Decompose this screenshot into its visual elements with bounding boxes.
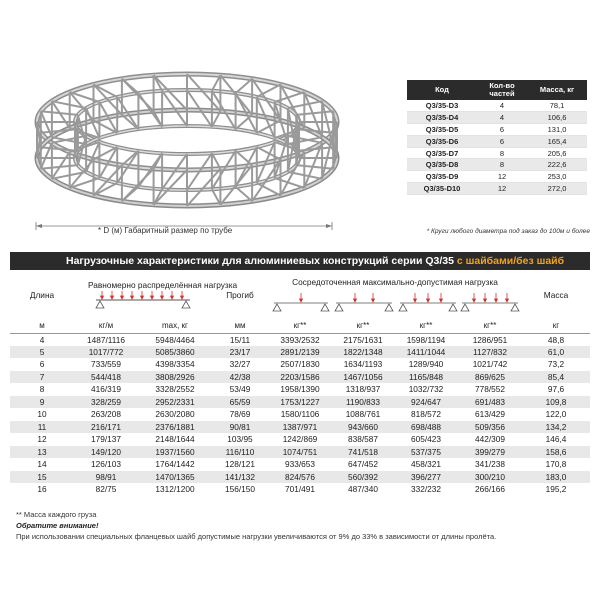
dimension-label: * D (м) Габаритный размер по трубе <box>98 226 233 235</box>
lattice-brace <box>236 115 253 129</box>
table-row <box>10 333 590 346</box>
table-cell: 61,0 <box>522 346 590 359</box>
unit-cell: кг <box>522 319 590 333</box>
table-cell: 933/653 <box>285 459 315 470</box>
table-cell: 1032/732 <box>408 384 444 395</box>
table-cell: 1021/742 <box>472 359 508 370</box>
lattice-brace <box>212 189 221 205</box>
table-cell: 116/110 <box>212 446 268 459</box>
load-table-title-main: Нагрузочные характеристики для алюминиевых конструкций серии Q3/35 <box>66 255 457 267</box>
table-cell: 179/137 <box>91 434 121 445</box>
lattice-brace <box>94 183 118 196</box>
lattice-brace <box>236 151 253 165</box>
parts-cell: 12 <box>477 183 527 195</box>
table-row <box>10 471 590 484</box>
table-cell: 838/587 <box>348 434 378 445</box>
unit-cell: кг** <box>458 319 522 333</box>
table-cell: 733/559 <box>91 359 121 370</box>
unit-cell: кг** <box>332 319 394 333</box>
table-cell: 416/319 <box>91 384 121 395</box>
parts-cell: 12 <box>477 171 527 183</box>
table-cell: 924/647 <box>394 396 458 409</box>
table-cell: 1411/1044 <box>394 346 458 359</box>
code-header: Код <box>407 80 477 100</box>
unit-cell: max, кг <box>138 319 212 333</box>
load-table-header <box>10 271 590 319</box>
table-cell: 396/277 <box>394 471 458 484</box>
table-cell: 442/309 <box>475 434 505 445</box>
table-cell: 216/171 <box>74 421 138 434</box>
table-cell: 156/150 <box>225 484 255 495</box>
table-cell: 78/69 <box>229 409 251 420</box>
table-cell: 42/38 <box>212 371 268 384</box>
table-cell: 332/232 <box>411 484 441 495</box>
uniform-load-label: Равномерно распределённая нагрузка <box>88 280 238 290</box>
table-row <box>10 446 590 459</box>
table-cell: 2507/1830 <box>280 359 320 370</box>
code-cell: Q3/35-D6 <box>407 135 477 147</box>
lattice-brace <box>236 187 253 201</box>
table-cell: 10 <box>37 409 47 420</box>
code-table-row <box>407 124 587 136</box>
table-cell: 128/121 <box>225 459 255 470</box>
load-table <box>10 271 590 496</box>
parts-cell: 8 <box>477 147 527 159</box>
code-table-row <box>407 112 587 124</box>
table-cell: 2891/2139 <box>268 346 332 359</box>
mass-cell: 106,6 <box>527 112 587 124</box>
uniform-load-diagram <box>88 290 198 310</box>
load-table-title-highlight: с шайбами/без шайб <box>456 255 565 267</box>
table-row <box>10 483 590 496</box>
table-cell: 4 <box>39 334 45 345</box>
washer-note: При использовании специальных фланцевых шайб допустимые нагрузки увеличиваются от 9% до 33% в зависимости от длины пролёта. <box>16 532 497 541</box>
table-cell: 15 <box>10 471 74 484</box>
mass-cell: 205,6 <box>527 147 587 159</box>
table-cell: 2630/2080 <box>155 409 195 420</box>
table-cell: 158,6 <box>522 446 590 459</box>
parts-cell: 8 <box>477 159 527 171</box>
table-cell: 458/321 <box>411 459 441 470</box>
table-cell: 12 <box>37 434 47 445</box>
table-cell: 1165/848 <box>394 371 458 384</box>
table-row <box>10 358 590 371</box>
lattice-brace <box>154 111 163 127</box>
table-cell: 11 <box>10 421 74 434</box>
load-table-title <box>10 252 590 270</box>
table-cell: 122,0 <box>545 409 567 420</box>
table-cell: 1487/1116 <box>87 334 125 345</box>
parts-cell: 4 <box>477 100 527 112</box>
code-table <box>407 80 587 195</box>
mass-cell: 253,0 <box>527 171 587 183</box>
table-cell: 14 <box>37 459 47 470</box>
table-cell: 1312/1200 <box>155 484 195 495</box>
table-cell: 1318/937 <box>345 384 381 395</box>
unit-cell: м <box>10 319 74 333</box>
table-cell: 2175/1631 <box>343 334 383 345</box>
table-cell: 1937/1560 <box>138 446 212 459</box>
code-table-row <box>407 100 587 112</box>
table-cell: 1753/1227 <box>268 396 332 409</box>
code-cell: Q3/35-D3 <box>407 100 477 112</box>
mass-footnote: ** Масса каждого груза <box>16 510 97 519</box>
table-cell: 818/572 <box>411 409 441 420</box>
point-load-diagrams <box>270 291 520 313</box>
table-cell: 1580/1106 <box>280 409 320 420</box>
table-cell: 869/625 <box>458 371 522 384</box>
table-cell: 23/17 <box>212 346 268 359</box>
lattice-brace <box>154 153 163 169</box>
table-cell: 741/518 <box>332 446 394 459</box>
table-cell: 647/452 <box>348 459 378 470</box>
uniform-load-header <box>74 271 238 319</box>
table-cell: 778/552 <box>475 384 505 395</box>
table-cell: 97,6 <box>547 384 565 395</box>
table-cell: 1598/1194 <box>406 334 446 345</box>
table-cell: 146,4 <box>545 434 567 445</box>
table-row <box>10 371 590 384</box>
table-cell: 3328/2552 <box>155 384 195 395</box>
table-cell: 98/91 <box>74 471 138 484</box>
table-row <box>10 421 590 434</box>
table-cell: 3808/2926 <box>138 371 212 384</box>
table-cell: 2148/1644 <box>155 434 195 445</box>
table-cell: 82/75 <box>95 484 117 495</box>
code-cell: Q3/35-D5 <box>407 124 477 136</box>
lattice-brace <box>122 79 138 93</box>
code-cell: Q3/35-D10 <box>407 183 477 195</box>
table-cell: 5948/4464 <box>155 334 195 345</box>
table-cell: 6 <box>39 359 45 370</box>
code-table-row <box>407 183 587 195</box>
attention-heading: Обратите внимание! <box>16 521 99 530</box>
table-cell: 7 <box>10 371 74 384</box>
table-row <box>10 433 590 446</box>
truss-ring-illustration <box>22 60 352 240</box>
table-cell: 544/418 <box>74 371 138 384</box>
table-cell: 399/279 <box>458 446 522 459</box>
table-row <box>10 383 590 396</box>
table-cell: 328/259 <box>74 396 138 409</box>
table-cell: 141/132 <box>212 471 268 484</box>
unit-cell: кг** <box>268 319 332 333</box>
mass-header: Масса <box>543 290 569 300</box>
code-cell: Q3/35-D7 <box>407 147 477 159</box>
table-cell: 487/340 <box>348 484 378 495</box>
parts-cell: 6 <box>477 124 527 136</box>
table-cell: 701/491 <box>285 484 315 495</box>
table-cell: 300/210 <box>458 471 522 484</box>
table-cell: 560/392 <box>332 471 394 484</box>
table-cell: 4398/3354 <box>155 359 195 370</box>
table-cell: 1470/1365 <box>138 471 212 484</box>
table-cell: 8 <box>39 384 45 395</box>
table-cell: 2203/1586 <box>268 371 332 384</box>
length-header: Длина <box>29 290 55 300</box>
table-cell: 341/238 <box>475 459 505 470</box>
table-cell: 1289/940 <box>408 359 444 370</box>
table-cell: 15/11 <box>229 334 251 345</box>
table-cell: 170,8 <box>545 459 567 470</box>
table-cell: 509/356 <box>458 421 522 434</box>
unit-cell: кг** <box>394 319 458 333</box>
lattice-brace <box>236 79 253 93</box>
point-load-label: Сосредоточенная максимально-допустимая нагрузка <box>292 277 498 287</box>
table-cell: 1634/1193 <box>343 359 383 370</box>
lattice-brace <box>212 153 221 169</box>
table-row <box>10 458 590 471</box>
table-row <box>10 408 590 421</box>
table-cell: 1088/761 <box>345 409 381 420</box>
parts-header: Кол-во частей <box>477 80 527 100</box>
mass-cell: 165,4 <box>527 135 587 147</box>
table-cell: 698/488 <box>394 421 458 434</box>
mass-cell: 78,1 <box>527 100 587 112</box>
table-cell: 5085/3860 <box>138 346 212 359</box>
table-cell: 1242/869 <box>282 434 318 445</box>
table-cell: 2376/1881 <box>138 421 212 434</box>
point-load-header <box>268 271 522 319</box>
table-cell: 1017/772 <box>74 346 138 359</box>
code-table-row <box>407 171 587 183</box>
table-cell: 605/423 <box>411 434 441 445</box>
code-table-row <box>407 147 587 159</box>
table-cell: 613/429 <box>475 409 505 420</box>
unit-cell: кг/м <box>74 319 138 333</box>
code-cell: Q3/35-D9 <box>407 171 477 183</box>
table-cell: 1127/832 <box>458 346 522 359</box>
table-cell: 2952/2331 <box>138 396 212 409</box>
lattice-brace <box>94 85 118 98</box>
lattice-brace <box>296 111 333 115</box>
table-cell: 1822/1348 <box>332 346 394 359</box>
table-row <box>10 396 590 409</box>
code-cell: Q3/35-D8 <box>407 159 477 171</box>
table-cell: 9 <box>10 396 74 409</box>
table-cell: 943/660 <box>332 421 394 434</box>
table-cell: 48,8 <box>547 334 565 345</box>
mass-cell: 272,0 <box>527 183 587 195</box>
table-cell: 1286/951 <box>472 334 508 345</box>
table-cell: 134,2 <box>522 421 590 434</box>
table-cell: 32/27 <box>229 359 251 370</box>
table-cell: 1764/1442 <box>155 459 195 470</box>
unit-cell: мм <box>212 319 268 333</box>
table-cell: 53/49 <box>229 384 251 395</box>
table-cell: 824/576 <box>268 471 332 484</box>
table-cell: 195,2 <box>545 484 567 495</box>
table-cell: 85,4 <box>522 371 590 384</box>
table-cell: 266/166 <box>475 484 505 495</box>
table-cell: 126/103 <box>91 459 121 470</box>
deflection-header: Прогиб <box>226 290 254 300</box>
custom-diameter-note: * Круги любого диаметра под заказ до 100м и более <box>426 228 590 235</box>
table-cell: 1958/1390 <box>280 384 320 395</box>
table-cell: 3393/2532 <box>280 334 320 345</box>
table-cell: 1467/1056 <box>332 371 394 384</box>
mass-header: Масса, кг <box>527 80 587 100</box>
code-table-header <box>407 80 587 100</box>
code-table-row <box>407 135 587 147</box>
lattice-brace <box>52 136 86 143</box>
table-cell: 109,8 <box>522 396 590 409</box>
table-cell: 65/59 <box>212 396 268 409</box>
lattice-brace <box>212 111 221 127</box>
table-cell: 1190/833 <box>332 396 394 409</box>
lattice-brace <box>296 165 333 169</box>
table-cell: 263/208 <box>91 409 121 420</box>
table-cell: 537/375 <box>394 446 458 459</box>
lattice-brace <box>122 187 138 201</box>
table-cell: 1074/751 <box>268 446 332 459</box>
table-cell: 90/81 <box>212 421 268 434</box>
table-row <box>10 346 590 359</box>
table-cell: 691/483 <box>458 396 522 409</box>
lattice-brace <box>212 75 221 91</box>
truss-ring-drawing <box>22 60 352 228</box>
parts-cell: 6 <box>477 135 527 147</box>
table-cell: 73,2 <box>547 359 565 370</box>
code-cell: Q3/35-D4 <box>407 112 477 124</box>
mass-cell: 131,0 <box>527 124 587 136</box>
table-cell: 103/95 <box>227 434 253 445</box>
table-cell: 16 <box>37 484 47 495</box>
table-cell: 1387/971 <box>268 421 332 434</box>
mass-cell: 222,6 <box>527 159 587 171</box>
table-cell: 5 <box>10 346 74 359</box>
table-cell: 149/120 <box>74 446 138 459</box>
table-cell: 13 <box>10 446 74 459</box>
units-row <box>10 319 590 333</box>
code-table-row <box>407 159 587 171</box>
lattice-brace <box>52 137 86 144</box>
parts-cell: 4 <box>477 112 527 124</box>
table-cell: 183,0 <box>522 471 590 484</box>
